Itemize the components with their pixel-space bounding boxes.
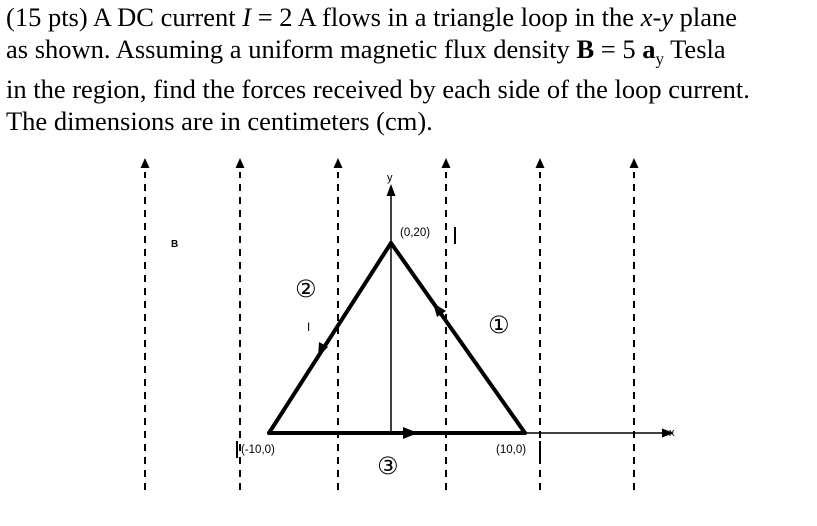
point-top-label: (0,20)	[400, 227, 431, 239]
current-label: I	[307, 322, 311, 334]
triangle-loop	[269, 243, 525, 433]
up-arrow-icon	[536, 158, 545, 168]
current-arrow-side-3-icon	[403, 427, 418, 439]
side-1-label: ①	[488, 311, 510, 339]
x-axis-label: x	[669, 427, 675, 439]
problem-line-3: in the region, find the forces received by each side of the loop current.	[6, 74, 750, 105]
side-3-label: ③	[377, 452, 399, 480]
side-2	[269, 243, 391, 433]
field-lines	[145, 172, 634, 490]
side-2-label: ②	[295, 275, 317, 303]
problem-line-2: as shown. Assuming a uniform magnetic flux density B = 5 $a_y$ Tesla	[6, 33, 726, 68]
y-axis-arrow-icon	[387, 184, 396, 196]
up-arrow-icon	[141, 158, 150, 168]
coordinate-axes	[391, 194, 662, 433]
point-left-label: (-10,0)	[241, 444, 275, 456]
field-arrowheads	[141, 158, 639, 168]
up-arrow-icon	[334, 158, 343, 168]
point-ticks	[237, 227, 540, 458]
up-arrow-icon	[236, 158, 245, 168]
point-right-label: (10,0)	[496, 444, 527, 456]
y-axis-label: y	[387, 172, 393, 184]
field-label: B	[171, 239, 179, 250]
problem-line-4: The dimensions are in centimeters (cm).	[6, 105, 433, 136]
up-arrow-icon	[442, 158, 451, 168]
up-arrow-icon	[630, 158, 639, 168]
problem-line-1: (15 pts) A DC current I = 2 A flows in a triangle loop in the x-y plane	[6, 2, 738, 32]
